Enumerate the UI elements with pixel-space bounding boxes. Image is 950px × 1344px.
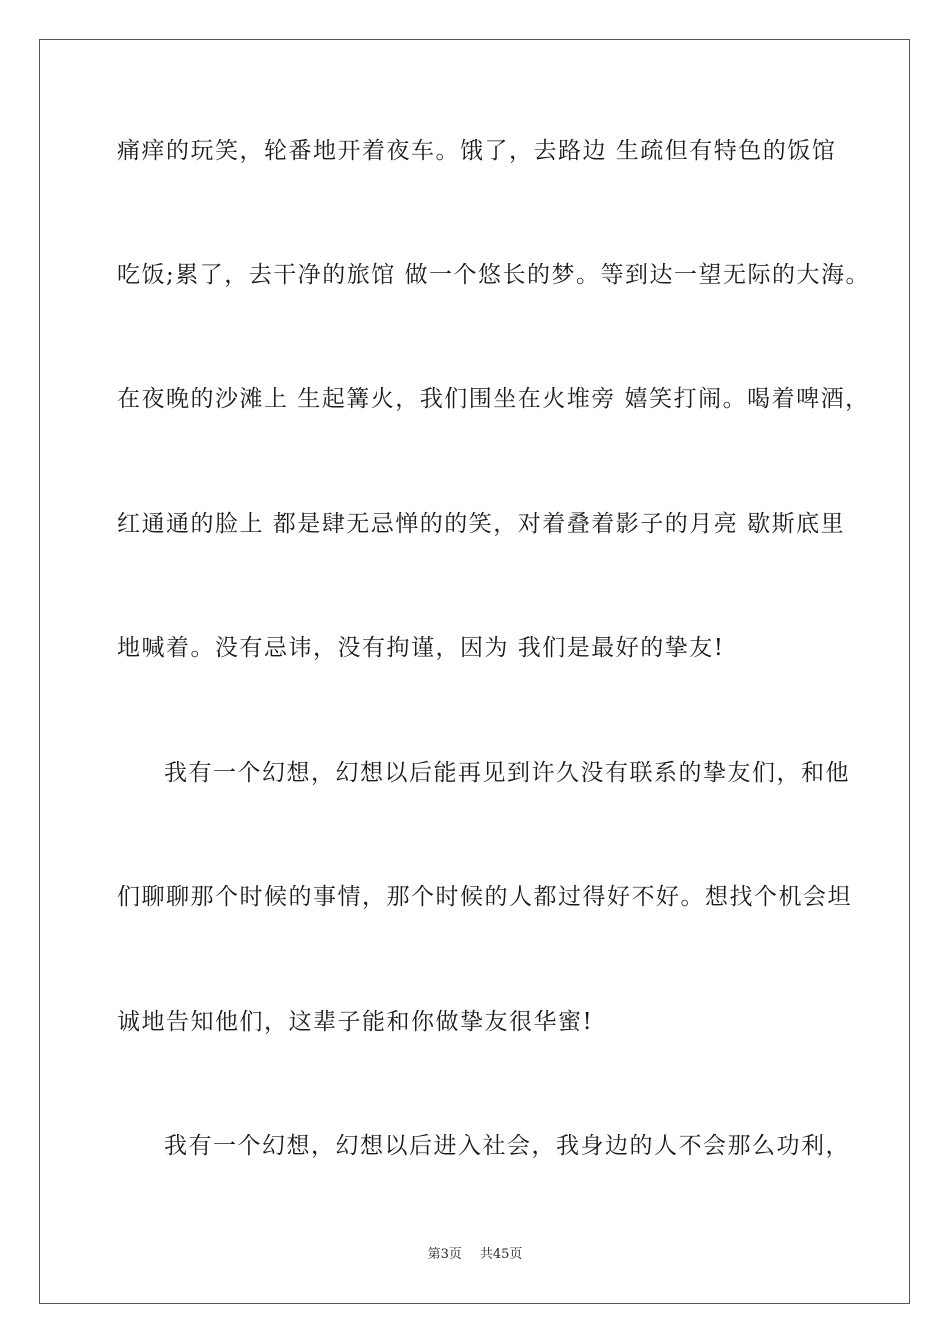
paragraph-first-line: 我有一个幻想，幻想以后能再见到许久没有联系的挚友们，和他 — [164, 760, 850, 786]
text-line: 在夜晚的沙滩上 生起篝火，我们围坐在火堆旁 嬉笑打闹。喝着啤酒， — [117, 386, 870, 412]
page-number: 第3页 — [427, 1247, 462, 1262]
text-line: 痛痒的玩笑，轮番地开着夜车。饿了，去路边 生疏但有特色的饭馆 — [117, 138, 837, 164]
paragraph-first-line: 我有一个幻想，幻想以后进入社会，我身边的人不会那么功利， — [164, 1133, 850, 1159]
text-line: 地喊着。没有忌讳，没有拘谨，因为 我们是最好的挚友! — [117, 635, 725, 661]
text-line: 红通通的脸上 都是肆无忌惮的的笑，对着叠着影子的月亮 歇斯底里 — [117, 511, 846, 537]
page-total: 共45页 — [479, 1247, 523, 1262]
page-footer — [0, 1246, 950, 1264]
text-line: 诚地告知他们，这辈子能和你做挚友很华蜜! — [117, 1009, 594, 1035]
page-border — [39, 39, 910, 1304]
text-line: 们聊聊那个时候的事情，那个时候的人都过得好不好。想找个机会坦 — [117, 884, 852, 910]
text-line: 吃饭;累了，去干净的旅馆 做一个悠长的梦。等到达一望无际的大海。 — [117, 262, 871, 288]
